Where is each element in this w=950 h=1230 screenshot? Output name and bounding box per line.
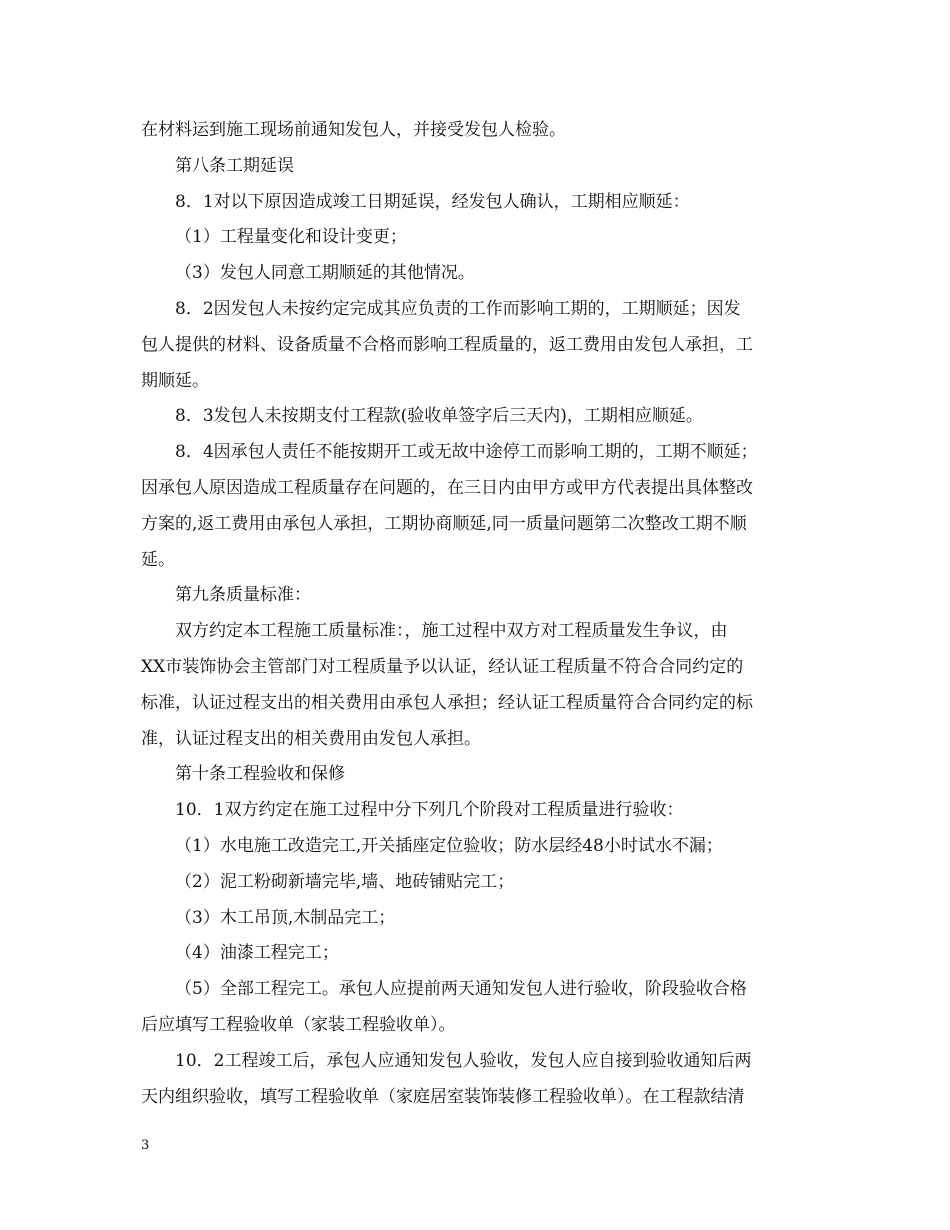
text-line: 在材料运到施工现场前通知发包人，并接受发包人检验。	[141, 120, 566, 140]
clause-text: 8．3发包人未按期支付工程款(验收单签字后三天内)，工期相应顺延。	[175, 406, 703, 427]
document-body	[141, 113, 821, 1115]
text-line: 方案的,返工费用由承包人承担，工期协商顺延,同一质量问题第二次整改工期不顺	[141, 513, 747, 534]
clause-text: 8．2因发包人未按约定完成其应负责的工作而影响工期的，工期顺延；因发	[175, 298, 741, 319]
clause-text: 8．4因承包人责任不能按期开工或无故中途停工而影响工期的，工期不顺延；	[175, 442, 758, 463]
section-heading: 第八条工期延误	[175, 155, 294, 176]
list-item: （2）泥工粉砌新墙完毕,墙、地砖铺贴完工；	[175, 871, 515, 892]
text-line: 准，认证过程支出的相关费用由发包人承担。	[141, 728, 481, 749]
list-item: （1）水电施工改造完工,开关插座定位验收；防水层经48小时试水不漏；	[175, 835, 723, 856]
text-line: 期顺延。	[141, 370, 209, 391]
text-line: 后应填写工程验收单（家装工程验收单）。	[141, 1014, 456, 1035]
clause-text: 8．1对以下原因造成竣工日期延误，经发包人确认，工期相应顺延：	[175, 191, 690, 212]
text-line: 包人提供的材料、设备质量不合格而影响工程质量的，返工费用由发包人承担，工	[141, 334, 753, 355]
text-line: 标准，认证过程支出的相关费用由承包人承担；经认证工程质量符合合同约定的标	[141, 692, 753, 713]
clause-text: 10．1双方约定在施工过程中分下列几个阶段对工程质量进行验收：	[175, 800, 684, 821]
clause-text: 10．2工程竣工后，承包人应通知发包人验收，发包人应自接到验收通知后两	[175, 1050, 752, 1071]
list-item: （1）工程量变化和设计变更；	[175, 227, 407, 248]
text-line: XX市装饰协会主管部门对工程质量予以认证，经认证工程质量不符合合同约定的	[141, 656, 744, 677]
page-number: 3	[141, 1138, 150, 1153]
text-line: 因承包人原因造成工程质量存在问题的，在三日内由甲方或甲方代表提出具体整改	[141, 477, 753, 498]
clause-text: 双方约定本工程施工质量标准：，施工过程中双方对工程质量发生争议，由	[175, 621, 728, 642]
text-line: 延。	[141, 549, 175, 570]
list-item: （4）油漆工程完工；	[175, 943, 339, 964]
list-item: （3）发包人同意工期顺延的其他情况。	[175, 263, 475, 284]
list-item: （3）木工吊顶,木制品完工；	[175, 907, 396, 928]
section-heading: 第九条质量标准：	[175, 585, 311, 606]
list-item: （5）全部工程完工。承包人应提前两天通知发包人进行验收，阶段验收合格	[175, 979, 747, 1000]
text-line: 天内组织验收，填写工程验收单（家庭居室装饰装修工程验收单）。在工程款结清	[141, 1086, 745, 1107]
section-heading: 第十条工程验收和保修	[175, 764, 345, 785]
